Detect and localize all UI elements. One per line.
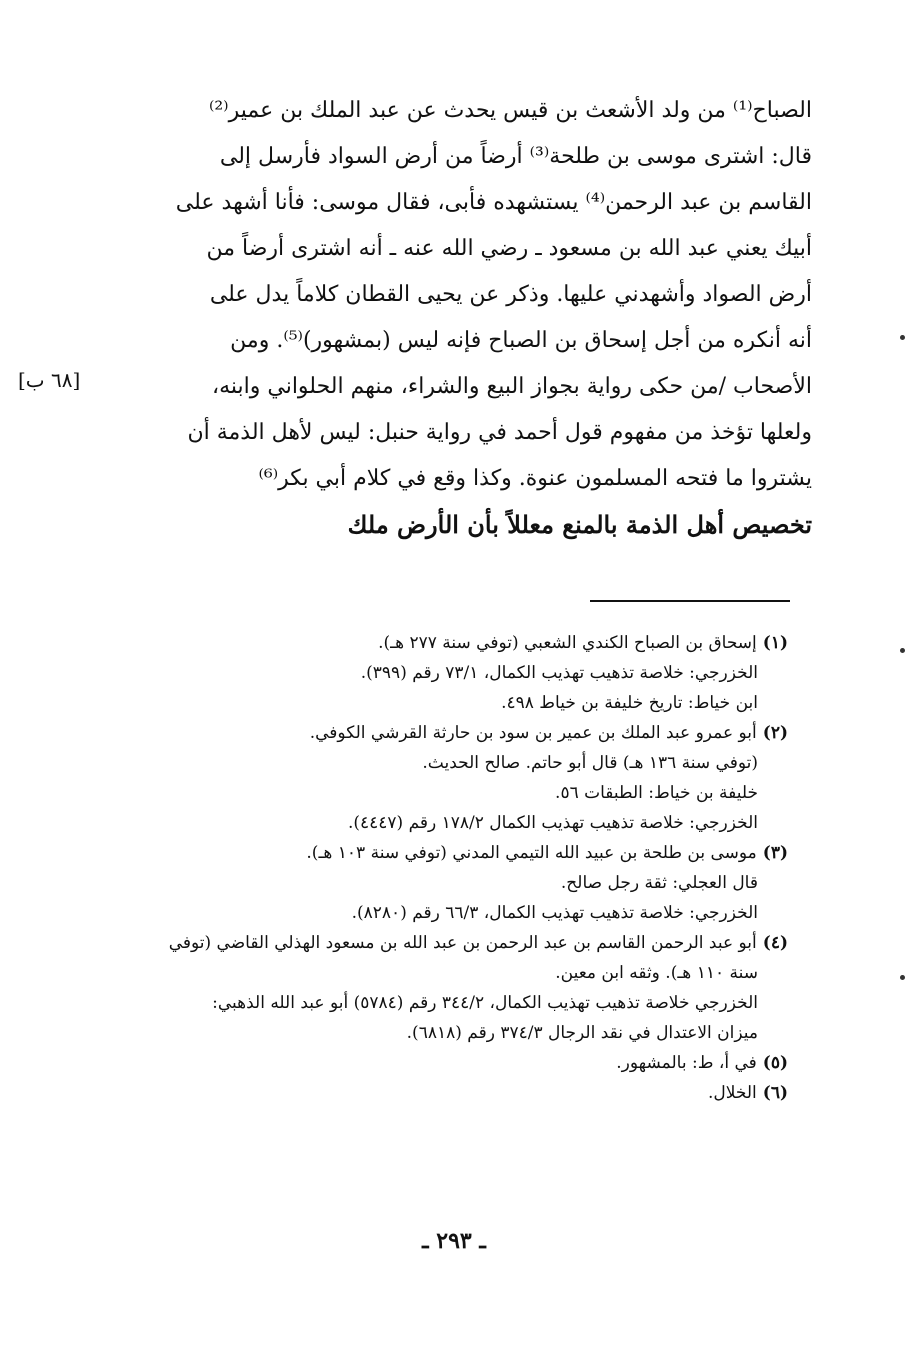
scan-mark bbox=[900, 648, 905, 653]
footnote-number: (٤) bbox=[762, 933, 788, 953]
footnote-separator bbox=[590, 600, 790, 602]
footnote-line bbox=[96, 868, 788, 898]
footnote-text: أبو عمرو عبد الملك بن عمير بن سود بن حارثة القرشي الكوفي. bbox=[309, 723, 757, 743]
footnote-line bbox=[96, 838, 788, 868]
footnote-line bbox=[96, 808, 788, 838]
footnote-number: (١) bbox=[762, 633, 788, 653]
scan-mark bbox=[900, 335, 905, 340]
scan-mark bbox=[900, 975, 905, 980]
footnote-number: (٣) bbox=[762, 843, 788, 863]
footnote-text: الخلال. bbox=[707, 1083, 757, 1103]
footnote-text: الخزرجي: خلاصة تذهيب تهذيب الكمال ١٧٨/٢ رقم (٤٤٤٧). bbox=[347, 813, 758, 833]
footnote-number: (٥) bbox=[762, 1053, 788, 1073]
footnote-text: إسحاق بن الصباح الكندي الشعبي (توفي سنة ٢٧٧ هـ). bbox=[378, 633, 757, 653]
footnote-line bbox=[96, 748, 788, 778]
text-line: الأصحاب /من حكى رواية بجواز البيع والشراء، منهم الحلواني وابنه، bbox=[211, 374, 812, 399]
footnote-text: الخزرجي: خلاصة تذهيب تهذيب الكمال، ٧٣/١ رقم (٣٩٩). bbox=[360, 663, 758, 683]
footnote-text: سنة ١١٠ هـ). وثقه ابن معين. bbox=[555, 963, 758, 983]
main-text bbox=[96, 88, 812, 548]
text-line: قال: اشترى موسى بن طلحة⁽³⁾ أرضاً من أرض السواد فأرسل إلى bbox=[219, 144, 812, 169]
footnote-text: (توفي سنة ١٣٦ هـ) قال أبو حاتم. صالح الحديث. bbox=[422, 753, 758, 773]
footnote-line bbox=[96, 928, 788, 958]
footnote-text: ابن خياط: تاريخ خليفة بن خياط ٤٩٨. bbox=[501, 693, 758, 713]
manuscript-folio-note: [٦٨ ب] bbox=[18, 368, 81, 392]
footnote-text: في أ، ط: بالمشهور. bbox=[616, 1053, 757, 1073]
footnote-line bbox=[96, 628, 788, 658]
footnote-line bbox=[96, 778, 788, 808]
text-line: القاسم بن عبد الرحمن⁽⁴⁾ يستشهده فأبى، فقال موسى: فأنا أشهد على bbox=[175, 190, 812, 215]
footnote-text: ميزان الاعتدال في نقد الرجال ٣٧٤/٣ رقم (٦٨١٨). bbox=[406, 1023, 758, 1043]
text-line: أبيك يعني عبد الله بن مسعود ـ رضي الله عنه ـ أنه اشترى أرضاً من bbox=[206, 236, 812, 261]
text-line: أنه أنكره من أجل إسحاق بن الصباح فإنه ليس (بمشهور)⁽⁵⁾. ومن bbox=[230, 328, 812, 353]
footnote-line bbox=[96, 1018, 788, 1048]
footnotes bbox=[96, 628, 788, 1108]
footnote-text: الخزرجي: خلاصة تذهيب تهذيب الكمال، ٦٦/٣ رقم (٨٢٨٠). bbox=[351, 903, 758, 923]
footnote-text: قال العجلي: ثقة رجل صالح. bbox=[560, 873, 758, 893]
footnote-text: خليفة بن خياط: الطبقات ٥٦. bbox=[555, 783, 758, 803]
footnote-number: (٦) bbox=[762, 1083, 788, 1103]
page-number: ـ ٢٩٣ ـ bbox=[422, 1228, 486, 1254]
text-line: الصباح⁽¹⁾ من ولد الأشعث بن قيس يحدث عن عبد الملك بن عمير⁽²⁾ bbox=[208, 98, 812, 123]
footnote-text: أبو عبد الرحمن القاسم بن عبد الرحمن بن عبد الله بن مسعود الهذلي القاضي (توفي bbox=[168, 933, 757, 953]
text-line: أرض الصواد وأشهدني عليها. وذكر عن يحيى القطان كلاماً يدل على bbox=[209, 282, 812, 307]
footnote-line bbox=[96, 1048, 788, 1078]
footnote-line bbox=[96, 718, 788, 748]
text-line: يشتروا ما فتحه المسلمون عنوة. وكذا وقع في كلام أبي بكر⁽⁶⁾ bbox=[258, 466, 812, 491]
footnote-line bbox=[96, 1078, 788, 1108]
footnote-line bbox=[96, 898, 788, 928]
footnote-line bbox=[96, 688, 788, 718]
footnote-text: موسى بن طلحة بن عبيد الله التيمي المدني (توفي سنة ١٠٣ هـ). bbox=[306, 843, 757, 863]
footnote-number: (٢) bbox=[762, 723, 788, 743]
footnote-text: الخزرجي خلاصة تذهيب تهذيب الكمال، ٣٤٤/٢ رقم (٥٧٨٤) أبو عبد الله الذهبي: bbox=[212, 993, 758, 1013]
text-line: ولعلها تؤخذ من مفهوم قول أحمد في رواية حنبل: ليس لأهل الذمة أن bbox=[187, 420, 812, 445]
text-line-bold: تخصيص أهل الذمة بالمنع معللاً بأن الأرض ملك bbox=[347, 510, 812, 539]
footnote-line bbox=[96, 988, 788, 1018]
footnote-line bbox=[96, 658, 788, 688]
footnote-line bbox=[96, 958, 788, 988]
